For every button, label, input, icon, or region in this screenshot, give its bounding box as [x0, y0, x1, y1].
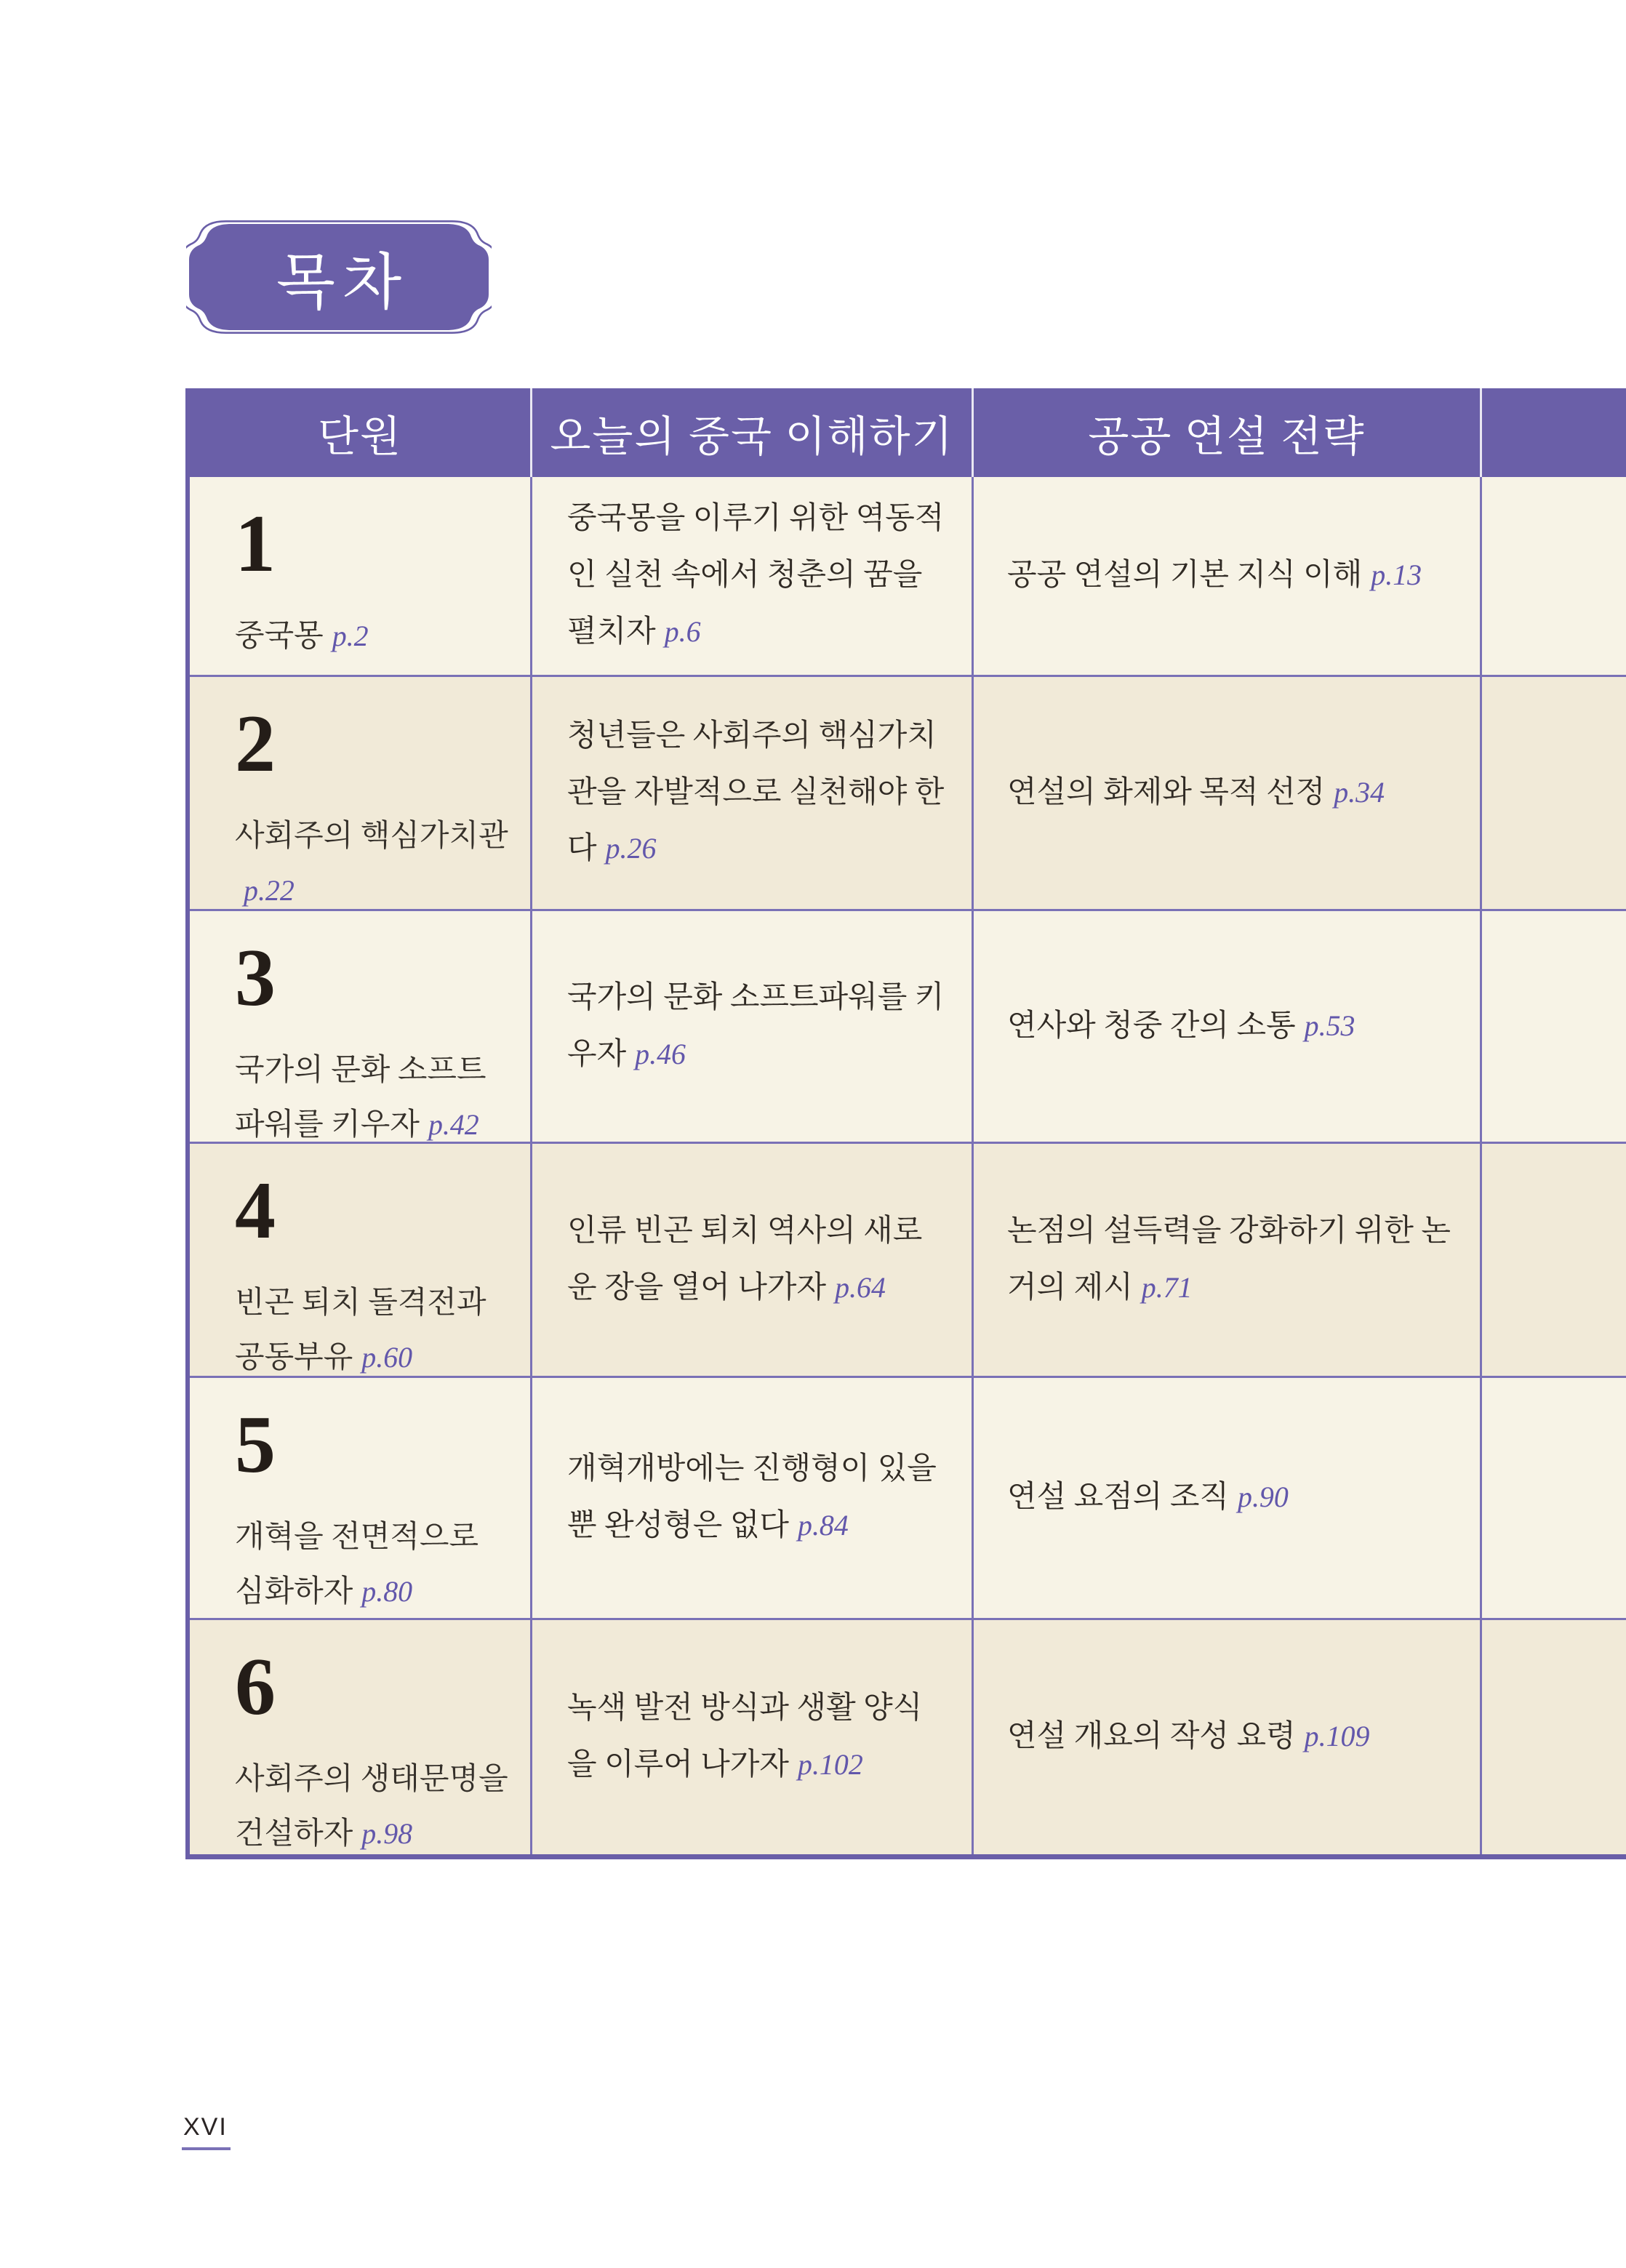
unit-number: 2	[235, 699, 276, 789]
unit-page-ref: p.22	[244, 874, 295, 907]
unit-cell	[190, 909, 532, 1142]
extra-cell	[1482, 1142, 1626, 1376]
topic-cell	[532, 675, 974, 909]
unit-number: 3	[235, 933, 276, 1023]
unit-cell	[190, 1376, 532, 1618]
unit-page-ref: p.98	[361, 1817, 413, 1851]
header-cell-extra	[1482, 388, 1626, 477]
unit-title	[235, 809, 510, 909]
toc-title-plaque	[186, 217, 492, 337]
strategy-text-wrap	[1007, 998, 1355, 1055]
strategy-cell	[974, 1618, 1482, 1854]
topic-cell	[532, 1142, 974, 1376]
topic-text: 청년들은 사회주의 핵심가치관을 자발적으로 실천해야 한다	[567, 718, 945, 866]
topic-cell	[532, 477, 974, 675]
unit-page-ref: p.60	[361, 1341, 413, 1374]
strategy-cell	[974, 675, 1482, 909]
extra-cell	[1482, 477, 1626, 675]
unit-number: 6	[235, 1642, 276, 1732]
topic-text-wrap	[567, 970, 947, 1083]
topic-page-ref: p.6	[664, 614, 701, 648]
strategy-text-wrap	[1007, 1709, 1369, 1766]
unit-cell	[190, 1142, 532, 1376]
strategy-text-wrap	[1007, 1470, 1289, 1526]
strategy-text: 연설 개요의 작성 요령	[1007, 1720, 1296, 1754]
unit-cell	[190, 477, 532, 675]
unit-page-ref: p.2	[332, 619, 369, 652]
topic-text: 중국몽을 이루기 위한 역동적인 실천 속에서 청춘의 꿈을 펼치자	[567, 502, 945, 649]
strategy-text: 연설의 화제와 목적 선정	[1007, 775, 1326, 809]
unit-title-text: 빈곤 퇴치 돌격전과 공동부유	[235, 1286, 486, 1375]
strategy-text: 공공 연설의 기본 지식 이해	[1007, 558, 1363, 593]
unit-page-ref: p.42	[428, 1108, 479, 1142]
toc-table	[185, 388, 1626, 1859]
strategy-page-ref: p.71	[1141, 1270, 1193, 1304]
unit-title	[235, 1276, 510, 1376]
header-cell-strategy: 공공 연설 전략	[974, 388, 1482, 477]
strategy-text: 연사와 청중 간의 소통	[1007, 1009, 1296, 1043]
header-cell-topic: 오늘의 중국 이해하기	[532, 388, 974, 477]
topic-text-wrap	[567, 1203, 947, 1316]
topic-text-wrap	[567, 491, 947, 660]
strategy-page-ref: p.13	[1371, 558, 1422, 592]
strategy-cell	[974, 1142, 1482, 1376]
topic-cell	[532, 1376, 974, 1618]
unit-title-text: 국가의 문화 소프트파워를 키우자	[235, 1053, 486, 1142]
header-cell-unit: 단원	[190, 388, 532, 477]
unit-title-text: 사회주의 핵심가치관	[235, 819, 508, 853]
unit-cell	[190, 675, 532, 909]
unit-title-text: 개혁을 전면적으로 심화하자	[235, 1520, 479, 1609]
extra-cell	[1482, 1618, 1626, 1854]
page-title: 목차	[276, 249, 409, 317]
topic-cell	[532, 909, 974, 1142]
extra-cell	[1482, 909, 1626, 1142]
folio-page-number: XVI	[182, 2113, 231, 2150]
topic-page-ref: p.84	[798, 1509, 849, 1542]
unit-number: 4	[235, 1166, 276, 1256]
strategy-page-ref: p.109	[1304, 1720, 1370, 1753]
topic-page-ref: p.46	[635, 1037, 686, 1070]
topic-text-wrap	[567, 708, 947, 878]
strategy-page-ref: p.53	[1304, 1009, 1355, 1042]
strategy-text: 연설 요점의 조직	[1007, 1480, 1230, 1515]
topic-text: 국가의 문화 소프트파워를 키우자	[567, 980, 945, 1071]
unit-title-text: 사회주의 생태문명을 건설하자	[235, 1762, 508, 1851]
strategy-cell	[974, 477, 1482, 675]
unit-page-ref: p.80	[361, 1575, 413, 1608]
topic-text-wrap	[567, 1441, 947, 1554]
strategy-text-wrap	[1007, 1203, 1468, 1316]
topic-text: 인류 빈곤 퇴치 역사의 새로운 장을 열어 나가자	[567, 1214, 923, 1305]
topic-text-wrap	[567, 1680, 947, 1793]
topic-page-ref: p.26	[605, 832, 657, 865]
unit-cell	[190, 1618, 532, 1854]
extra-cell	[1482, 675, 1626, 909]
unit-title	[235, 609, 510, 665]
topic-page-ref: p.102	[798, 1748, 863, 1781]
unit-title	[235, 1510, 510, 1618]
strategy-page-ref: p.90	[1238, 1480, 1289, 1514]
topic-text: 녹색 발전 방식과 생활 양식을 이루어 나가자	[567, 1691, 923, 1782]
unit-number: 1	[235, 499, 276, 589]
strategy-cell	[974, 909, 1482, 1142]
strategy-text-wrap	[1007, 548, 1422, 604]
topic-text: 개혁개방에는 진행형이 있을 뿐 완성형은 없다	[567, 1452, 937, 1542]
topic-cell	[532, 1618, 974, 1854]
strategy-page-ref: p.34	[1334, 775, 1385, 809]
topic-page-ref: p.64	[835, 1270, 886, 1304]
unit-title	[235, 1752, 510, 1854]
strategy-cell	[974, 1376, 1482, 1618]
strategy-text: 논점의 설득력을 강화하기 위한 논거의 제시	[1007, 1214, 1451, 1305]
strategy-text-wrap	[1007, 765, 1385, 822]
unit-number: 5	[235, 1400, 276, 1490]
unit-title	[235, 1043, 510, 1142]
unit-title-text: 중국몽	[235, 619, 324, 653]
extra-cell	[1482, 1376, 1626, 1618]
